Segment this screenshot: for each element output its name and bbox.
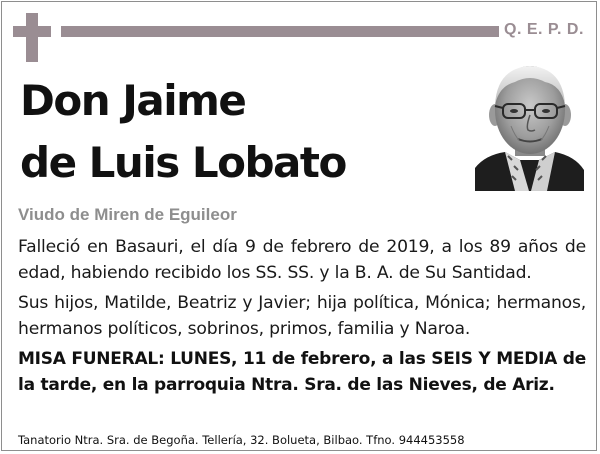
funeral-mass-paragraph: MISA FUNERAL: LUNES, 11 de febrero, a las SEIS Y MEDIA de la tarde, en la parroquia Ntra. Sra. de las Nieves, de Ariz.	[18, 349, 586, 395]
deceased-name	[20, 70, 346, 194]
death-notice-paragraph: Falleció en Basauri, el día 9 de febrero de 2019, a los 89 años de edad, habiendo recibido los SS. SS. y la B. A. de Su Santidad.	[18, 237, 586, 283]
obituary-frame	[1, 1, 597, 451]
portrait-photo	[475, 60, 584, 191]
latin-cross-icon	[26, 13, 38, 62]
family-paragraph: Sus hijos, Matilde, Beatriz y Javier; hija política, Mónica; hermanos, hermanos políticos, sobrinos, primos, familia y Naroa.	[18, 293, 586, 339]
header-rule	[61, 26, 499, 37]
deceased-name-line1: Don Jaime	[20, 76, 246, 125]
deceased-name-line2: de Luis Lobato	[20, 138, 346, 187]
qepd-label: Q. E. P. D.	[504, 21, 584, 38]
funeral-home-info: Tanatorio Ntra. Sra. de Begoña. Tellería, 32. Bolueta, Bilbao. Tfno. 944453558	[18, 433, 465, 447]
obituary-body	[18, 234, 586, 402]
latin-cross-icon-arm	[13, 26, 51, 37]
deceased-subtitle: Viudo de Miren de Eguileor	[18, 205, 237, 224]
